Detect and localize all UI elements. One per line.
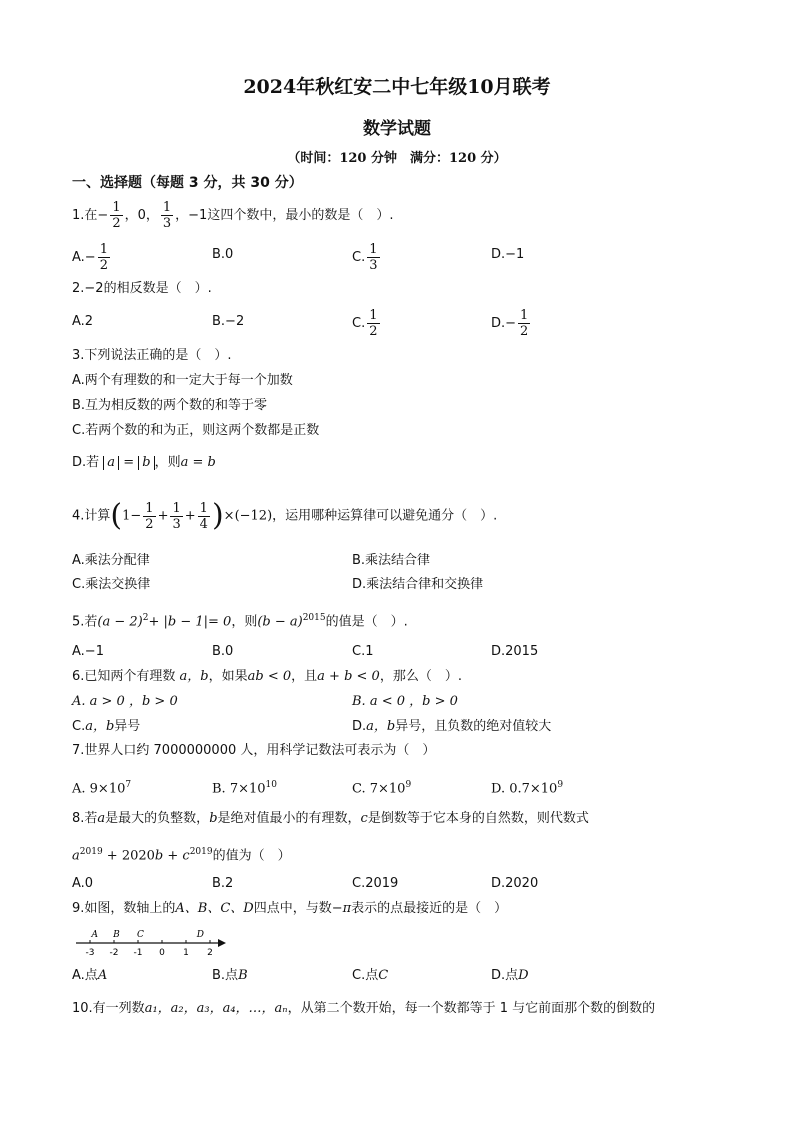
q9-option-d: D.点D	[491, 968, 529, 983]
q4-option-a: A.乘法分配律	[72, 553, 150, 568]
q3-option-c: C.若两个数的和为正，则这两个数都是正数	[72, 423, 320, 438]
q5-option-d: D.2015	[491, 644, 539, 659]
q8-option-d: D.2020	[491, 876, 539, 891]
exam-title: 2024年秋红安二中七年级10月联考	[243, 76, 551, 98]
number-line-tick-label: 1	[183, 948, 189, 958]
q6-option-c: C.a，b异号	[72, 719, 141, 734]
q2-option-d: D.− $\frac{1}{2}$	[491, 308, 529, 339]
q9-option-c: C.点C	[352, 968, 389, 983]
q8-option-a: A.0	[72, 876, 94, 891]
number-line-tick-label: -1	[133, 948, 143, 958]
q6-option-a: A. a > 0 ，b > 0	[72, 694, 178, 709]
q6-option-b: B. a < 0 ，b > 0	[352, 694, 458, 709]
question-5-stem: 5.若$(a - 2)^2+ |b - 1|= 0$，则$(b - a)^{2015}$的值是（ ）.	[72, 613, 408, 630]
q2-option-a: A.2	[72, 314, 94, 329]
question-8-expression: $a^{2019} + 2020b + c^{2019}$的值为（ ）	[72, 847, 291, 864]
number-line-point-label: D	[196, 930, 205, 940]
q8-option-c: C.2019	[352, 876, 399, 891]
q3-option-a: A.两个有理数的和一定大于每一个加数	[72, 373, 293, 388]
q9-option-b: B.点B	[212, 968, 248, 983]
question-1-stem: 1.在− $\frac{1}{2}$ ，0， $\frac{1}{3}$ ，−1这四个数中，最小的数是（ ）.	[72, 200, 394, 231]
number-line-tick-label: -3	[85, 948, 95, 958]
number-line-point-label: A	[91, 930, 99, 940]
q3-option-b: B.互为相反数的两个数的和等于零	[72, 398, 268, 413]
q7-option-a: A. $9\times 10^7$	[72, 780, 132, 797]
number-line-point-label: C	[136, 930, 144, 940]
q8-option-b: B.2	[212, 876, 234, 891]
q6-option-d: D.a，b异号，且负数的绝对值较大	[352, 719, 552, 734]
section-heading: 一、选择题（每题 3 分，共 30 分）	[72, 175, 303, 191]
q7-option-d: D. $0.7\times 10^9$	[491, 780, 564, 797]
exam-subject: 数学试题	[363, 119, 431, 139]
question-9-stem: 9.如图，数轴上的A、B、C、D四点中，与数−π表示的点最接近的是（ ）	[72, 901, 508, 916]
question-2-stem: 2.−2的相反数是（ ）.	[72, 281, 212, 296]
question-6-stem: 6.已知两个有理数 a，b，如果ab < 0，且a + b < 0，那么（ ）.	[72, 669, 462, 684]
number-line-tick-label: -2	[109, 948, 119, 958]
number-line-tick-label: 2	[207, 948, 213, 958]
q5-option-a: A.−1	[72, 644, 104, 659]
number-line-figure	[76, 928, 226, 958]
exam-info: （时间：120 分钟 满分：120 分）	[287, 151, 507, 166]
question-8-stem: 8.若a是最大的负整数，b是绝对值最小的有理数，c是倒数等于它本身的自然数，则代数式	[72, 811, 589, 826]
q1-option-b: B.0	[212, 247, 234, 262]
question-7-stem: 7.世界人口约 7000000000 人，用科学记数法可表示为（ ）	[72, 743, 436, 758]
number-line-tick-label: 0	[159, 948, 165, 958]
q1-option-d: D.−1	[491, 247, 525, 262]
q1-option-c: C. $\frac{1}{3}$	[352, 242, 378, 273]
fraction-third: $\frac{1}{3}$	[162, 200, 172, 231]
question-3-stem: 3.下列说法正确的是（ ）.	[72, 348, 232, 363]
q5-option-c: C.1	[352, 644, 374, 659]
q7-option-c: C. $7\times 10^9$	[352, 780, 412, 797]
q2-option-b: B.−2	[212, 314, 245, 329]
q4-option-c: C.乘法交换律	[72, 577, 151, 592]
number-line-arrow	[218, 939, 226, 947]
question-10-stem: 10.有一列数a₁，a₂，a₃，a₄，…，aₙ，从第二个数开始，每一个数都等于 1 与它前面那个数的倒数的	[72, 1001, 656, 1016]
q3-option-d: D.若 a = b ，则a = b	[72, 455, 216, 470]
q1-option-a: A.− $\frac{1}{2}$	[72, 242, 108, 273]
q9-option-a: A.点A	[72, 968, 108, 983]
q2-option-c: C. $\frac{1}{2}$	[352, 308, 378, 339]
question-4-stem: 4.计算(1− $\frac{1}{2}$ + $\frac{1}{3}$ + $\frac{1}{4}$ )×(−12)，运用哪种运算律可以避免通分（ ）.	[72, 498, 498, 533]
q4-option-d: D.乘法结合律和交换律	[352, 577, 484, 592]
q4-option-b: B.乘法结合律	[352, 553, 431, 568]
q5-option-b: B.0	[212, 644, 234, 659]
q7-option-b: B. $7\times 10^{10}$	[212, 780, 277, 797]
fraction-half: $\frac{1}{2}$	[112, 200, 121, 231]
number-line-point-label: B	[113, 930, 120, 940]
